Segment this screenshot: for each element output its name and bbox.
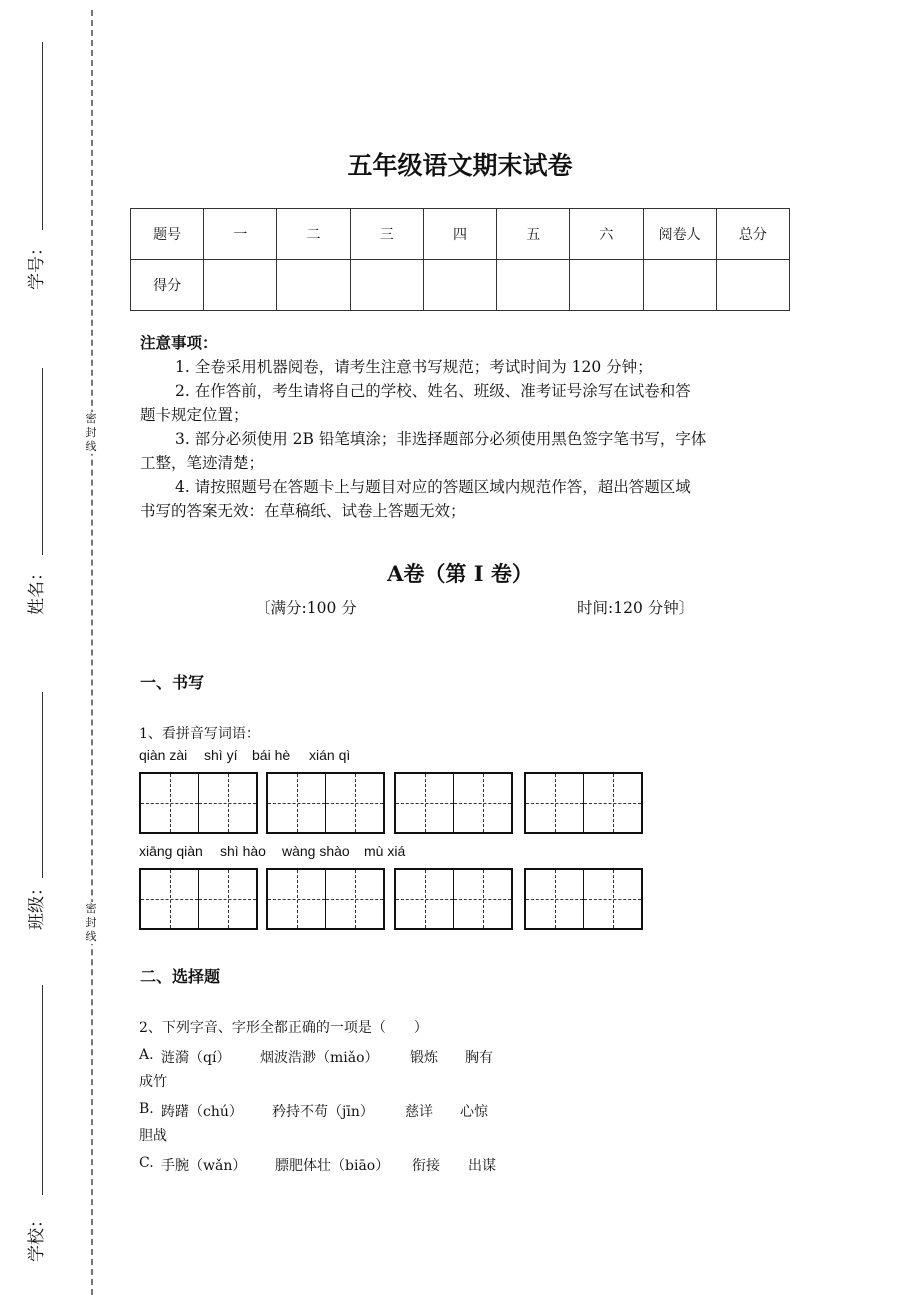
seal-label: 密封线 (85, 902, 97, 943)
option-c[interactable] (139, 1155, 496, 1174)
section-heading: 一、书写 (140, 673, 205, 692)
option-label: C. (139, 1155, 154, 1171)
writing-grid[interactable] (394, 772, 513, 834)
option-part: 踌躇（chú） (161, 1104, 243, 1120)
option-b[interactable] (139, 1101, 488, 1120)
note-line: 1. 全卷采用机器阅卷，请考生注意书写规范；考试时间为 120 分钟； (175, 358, 653, 376)
seal-label: 密封线 (85, 412, 97, 453)
school-label: 学校： (27, 1211, 47, 1262)
score-cell[interactable] (716, 260, 789, 311)
score-cell[interactable] (570, 260, 643, 311)
option-part: 心惊 (460, 1104, 488, 1120)
option-a[interactable] (139, 1047, 493, 1066)
score-table (130, 208, 790, 311)
section-heading: 二、选择题 (140, 967, 221, 986)
pinyin: mù xiá (364, 843, 406, 859)
student-id-line[interactable] (42, 42, 43, 230)
option-part: 矜持不苟（jīn） (272, 1104, 374, 1120)
score-cell[interactable] (423, 260, 496, 311)
table-header: 一 (204, 209, 277, 260)
exam-time: 时间:120 分钟〕 (577, 599, 695, 617)
option-a-continued: 成竹 (139, 1074, 167, 1090)
volume-title: A卷（第 I 卷） (387, 561, 533, 586)
school-line[interactable] (42, 985, 43, 1195)
option-label: A. (139, 1047, 154, 1063)
pinyin: qiàn zài (139, 747, 188, 763)
option-b-continued: 胆战 (139, 1128, 167, 1144)
option-part: 膘肥体壮（biāo） (275, 1158, 390, 1174)
score-cell[interactable] (350, 260, 423, 311)
note-line: 4. 请按照题号在答题卡上与题目对应的答题区域内规范作答，超出答题区域 (175, 478, 691, 496)
writing-grid[interactable] (139, 772, 258, 834)
table-row (131, 209, 790, 260)
option-part: 衔接 (412, 1158, 440, 1174)
table-header: 三 (350, 209, 423, 260)
row-label: 得分 (131, 260, 204, 311)
pinyin: xiāng qiàn (139, 843, 203, 859)
option-part: 胸有 (465, 1050, 493, 1066)
table-header: 六 (570, 209, 643, 260)
class-label: 班级： (27, 879, 47, 930)
score-cell[interactable] (643, 260, 716, 311)
note-line: 题卡规定位置； (140, 406, 249, 424)
pinyin: shì yí (204, 747, 238, 763)
table-header: 二 (277, 209, 350, 260)
name-line[interactable] (42, 368, 43, 555)
writing-grid[interactable] (266, 868, 385, 930)
question-1: 1、看拼音写词语： (139, 726, 260, 742)
note-line: 工整，笔迹清楚； (140, 454, 265, 472)
score-cell[interactable] (497, 260, 570, 311)
score-cell[interactable] (204, 260, 277, 311)
page-title: 五年级语文期末试卷 (347, 151, 573, 180)
writing-grid[interactable] (394, 868, 513, 930)
table-header: 五 (497, 209, 570, 260)
class-line[interactable] (42, 692, 43, 878)
table-header: 总分 (716, 209, 789, 260)
pinyin: wàng shào (282, 843, 350, 859)
note-line: 书写的答案无效：在草稿纸、试卷上答题无效； (140, 502, 466, 520)
option-part: 涟漪（qí） (161, 1050, 231, 1066)
note-line: 3. 部分必须使用 2B 铅笔填涂；非选择题部分必须使用黑色签字笔书写，字体 (175, 430, 707, 448)
option-part: 烟波浩渺（miǎo） (260, 1050, 379, 1066)
score-cell[interactable] (277, 260, 350, 311)
option-part: 慈详 (405, 1104, 433, 1120)
pinyin: shì hào (220, 843, 266, 859)
seal-dashed-line (91, 10, 93, 1295)
option-part: 手腕（wǎn） (161, 1158, 247, 1174)
option-part: 出谋 (468, 1158, 496, 1174)
pinyin: xián qì (309, 747, 351, 763)
writing-grid[interactable] (524, 868, 643, 930)
writing-grid[interactable] (524, 772, 643, 834)
name-label: 姓名： (27, 564, 47, 615)
question-2: 2、下列字音、字形全都正确的一项是（ ） (139, 1020, 428, 1036)
pinyin: bái hè (252, 747, 291, 763)
option-part: 锻炼 (410, 1050, 438, 1066)
writing-grid[interactable] (139, 868, 258, 930)
writing-grid[interactable] (266, 772, 385, 834)
notes-heading: 注意事项： (140, 333, 218, 352)
note-line: 2. 在作答前，考生请将自己的学校、姓名、班级、准考证号涂写在试卷和答 (175, 382, 691, 400)
table-row (131, 260, 790, 311)
full-score: 〔满分:100 分 (255, 599, 357, 617)
table-header: 四 (423, 209, 496, 260)
option-label: B. (139, 1101, 154, 1117)
student-id-label: 学号： (27, 239, 47, 290)
table-header: 阅卷人 (643, 209, 716, 260)
table-header: 题号 (131, 209, 204, 260)
